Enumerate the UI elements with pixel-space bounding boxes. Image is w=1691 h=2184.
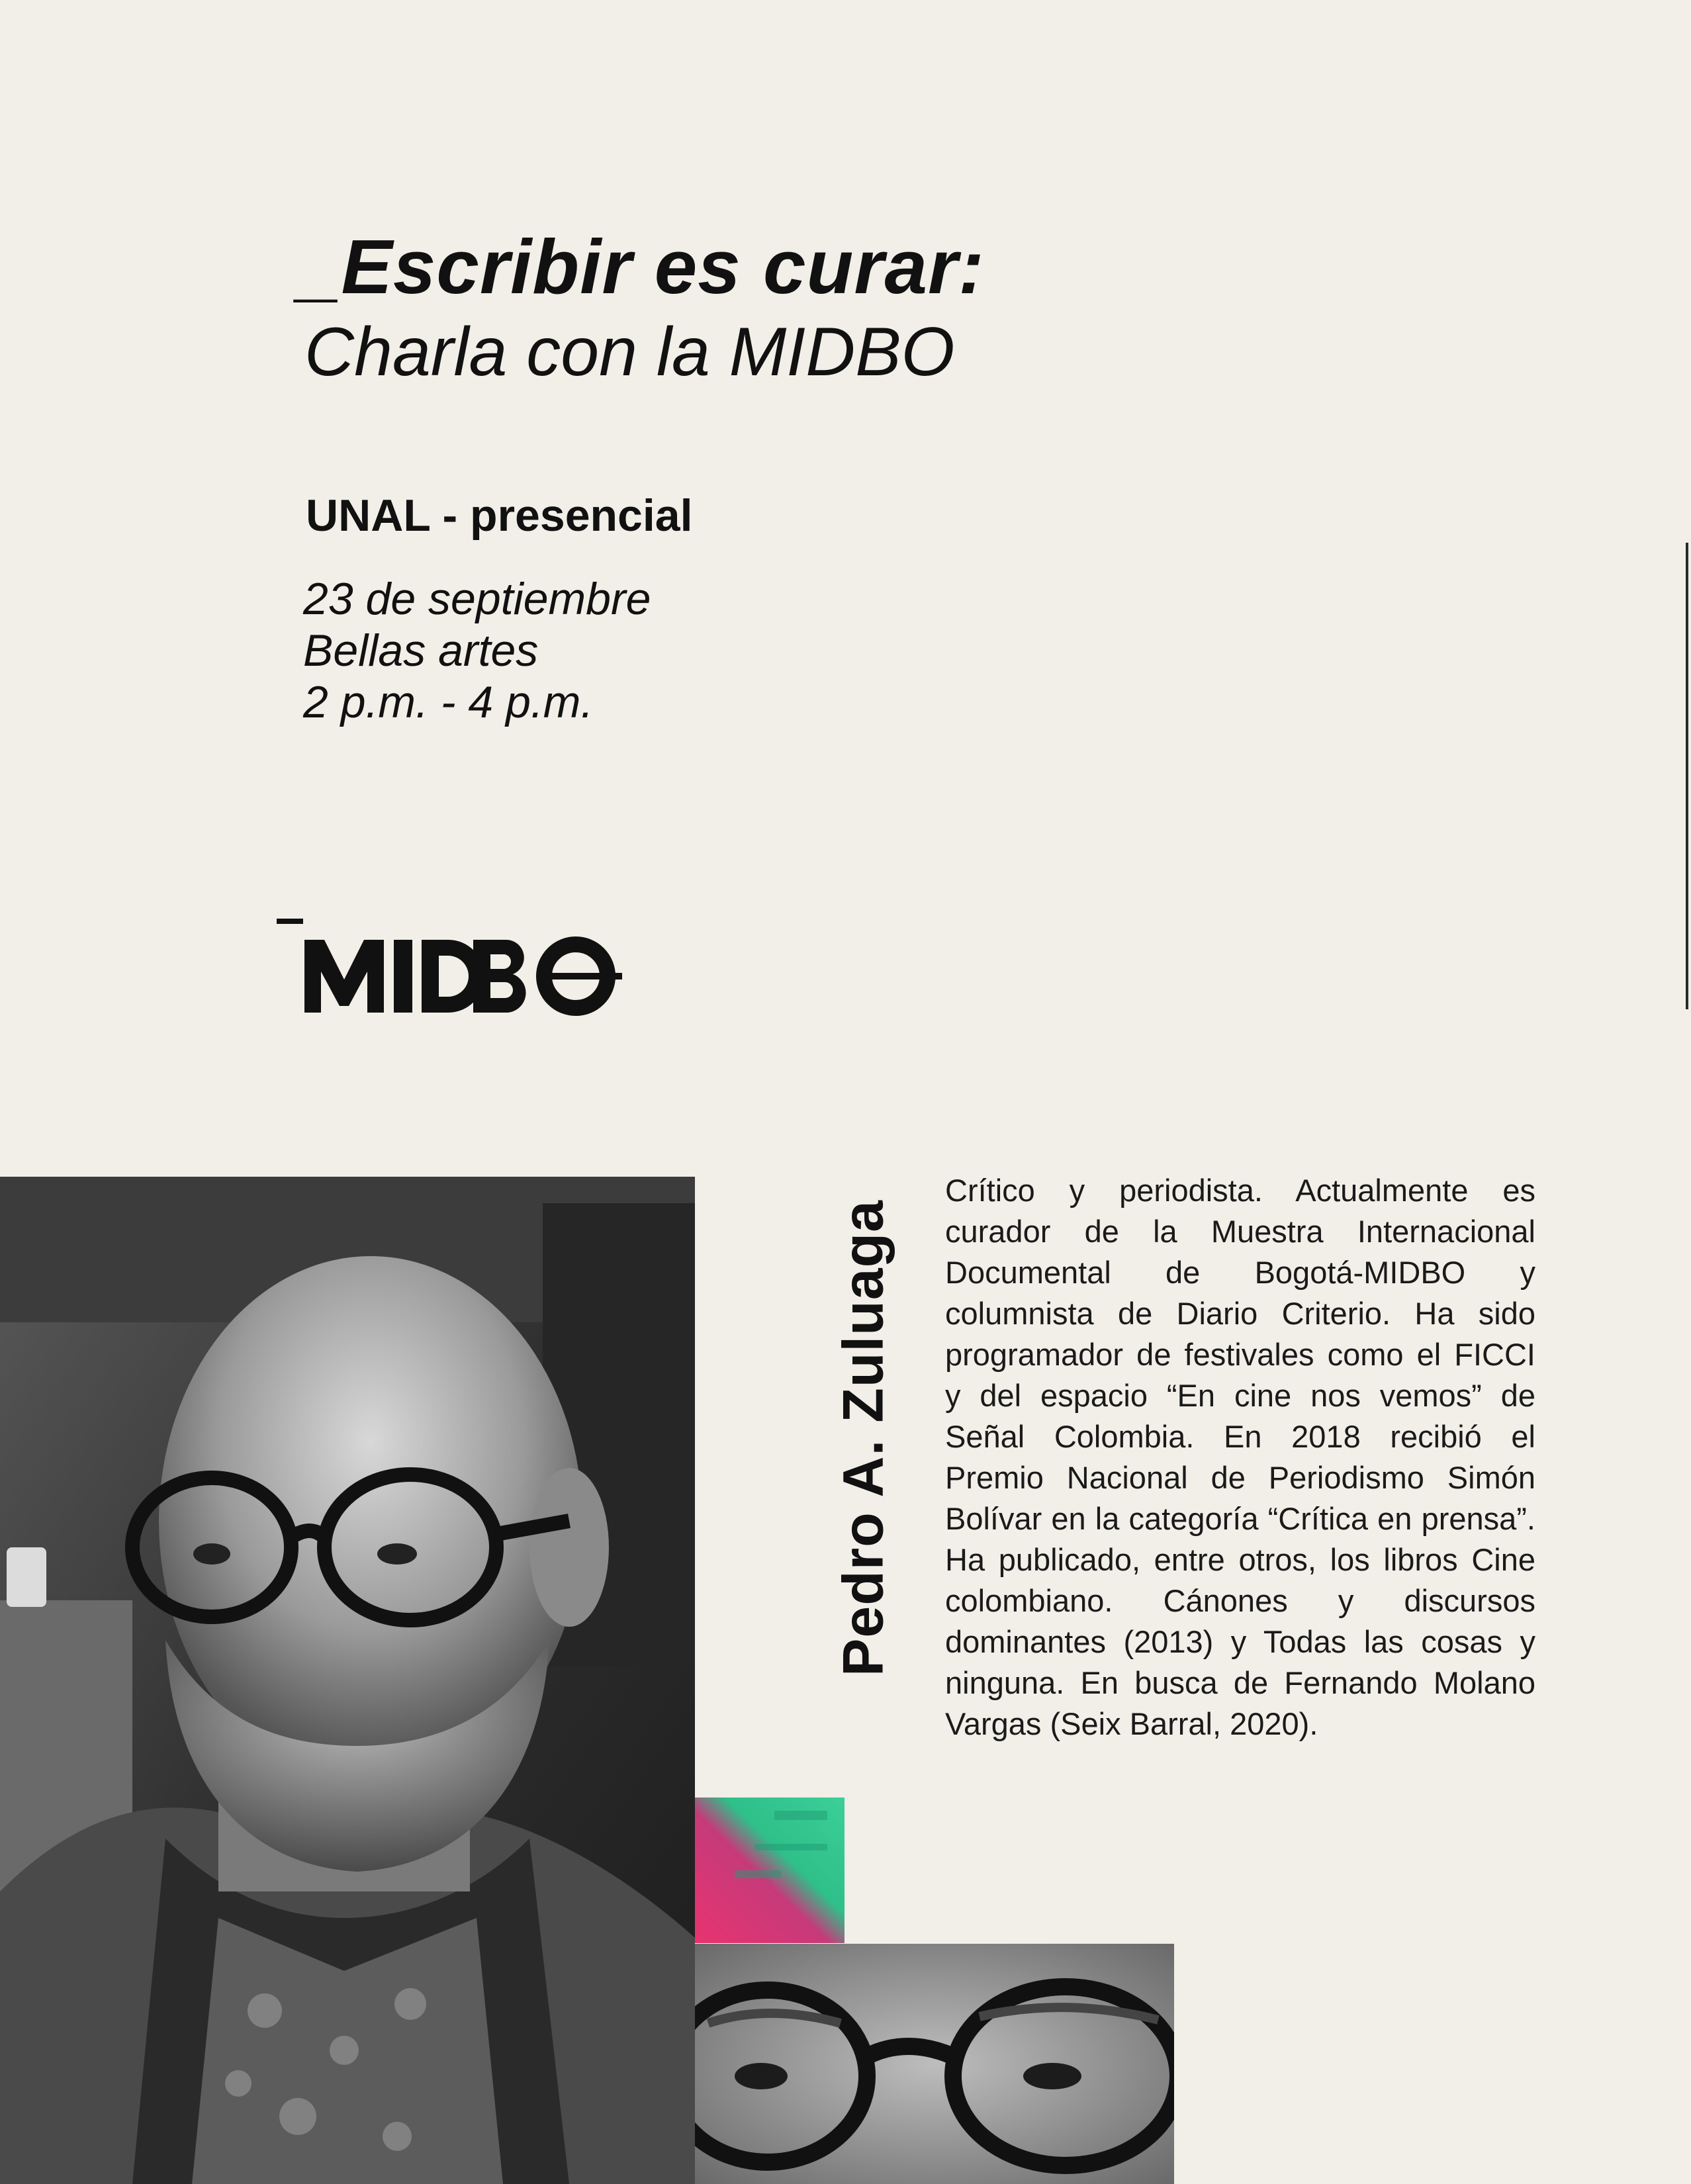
event-modality: UNAL - presencial — [306, 490, 693, 541]
speaker-name: Pedro A. Zuluaga — [831, 1200, 895, 1676]
speaker-bio: Crítico y periodista. Actualmente es curador de la Muestra Internacional Documental de Bogotá-MIDBO y columnista de Diario Criterio. Ha sido programador de festivales como el FICCI y del espacio “En cine nos vemos” de Señal Colombia. En 2018 recibió el Premio Nacional de Periodismo Simón Bolívar en la categoría “Crítica en prensa”. Ha publicado, entre otros, los libros Cine colombiano. Cánones y discursos dominantes (2013) y Todas las cosas y ninguna. En busca de Fernando Molano Vargas (Seix Barral, 2020). — [945, 1173, 1535, 1741]
speaker-eyes-photo — [695, 1944, 1174, 2184]
event-subtitle: Charla con la MIDBO — [304, 314, 955, 390]
event-title: _Escribir es curar: — [298, 224, 985, 310]
midbo-logo — [275, 913, 645, 1019]
event-time: 2 p.m. - 4 p.m. — [303, 677, 594, 727]
edge-line — [1686, 543, 1688, 1009]
event-venue: Bellas artes — [303, 625, 539, 676]
speaker-name-wrap — [814, 1177, 913, 1700]
accent-square — [695, 1797, 845, 1943]
speaker-portrait — [0, 1177, 695, 2184]
event-details — [303, 573, 651, 728]
event-date: 23 de septiembre — [303, 574, 651, 624]
